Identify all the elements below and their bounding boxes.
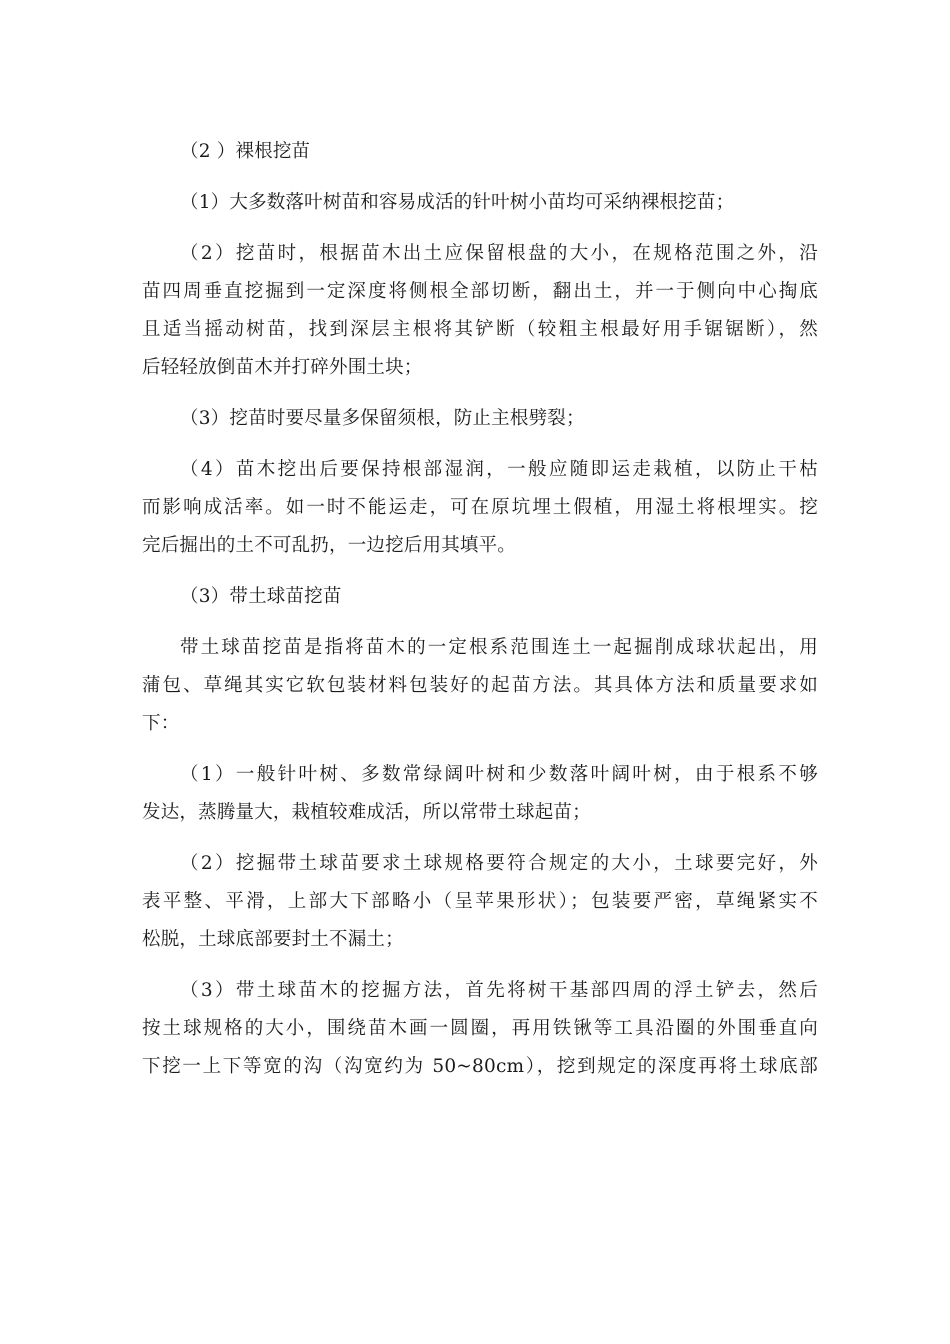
paragraph bbox=[142, 629, 818, 743]
paragraph-line: 下： bbox=[142, 713, 180, 734]
paragraph-line: （4）苗木挖出后要保持根部湿润，一般应随即运走栽植，以防止干枯 bbox=[180, 459, 818, 480]
paragraph-line: （3）带土球苗木的挖掘方法，首先将树干基部四周的浮土铲去，然后 bbox=[180, 980, 818, 1001]
paragraph-line: 苗四周垂直挖掘到一定深度将侧根全部切断，翻出土，并一于侧向中心掏底 bbox=[142, 281, 818, 302]
paragraph-line: 按土球规格的大小，围绕苗木画一圆圈，再用铁锹等工具沿圈的外围垂直向 bbox=[142, 1018, 818, 1039]
paragraph bbox=[142, 756, 818, 832]
document-body bbox=[142, 133, 818, 1099]
section-heading: （2 ）裸根挖苗 bbox=[180, 141, 311, 162]
paragraph-line: 松脱，土球底部要封土不漏土； bbox=[142, 929, 404, 950]
paragraph: （1）大多数落叶树苗和容易成活的针叶树小苗均可采纳裸根挖苗； bbox=[180, 192, 735, 213]
paragraph bbox=[142, 845, 818, 959]
paragraph: （3）挖苗时要尽量多保留须根，防止主根劈裂； bbox=[180, 408, 585, 429]
paragraph bbox=[142, 972, 818, 1086]
section-heading: （3）带土球苗挖苗 bbox=[180, 586, 342, 607]
paragraph bbox=[142, 451, 818, 565]
paragraph-line: （1）一般针叶树、多数常绿阔叶树和少数落叶阔叶树，由于根系不够 bbox=[180, 764, 818, 785]
paragraph-line: 且适当摇动树苗，找到深层主根将其铲断（较粗主根最好用手锯锯断），然 bbox=[142, 319, 818, 340]
paragraph-line: 带土球苗挖苗是指将苗木的一定根系范围连土一起掘削成球状起出，用 bbox=[180, 637, 818, 658]
paragraph-line: 发达，蒸腾量大，栽植较难成活，所以常带土球起苗； bbox=[142, 802, 591, 823]
paragraph-line: （2）挖苗时，根据苗木出土应保留根盘的大小，在规格范围之外，沿 bbox=[180, 243, 818, 264]
paragraph-line: 后轻轻放倒苗木并打碎外围土块； bbox=[142, 357, 423, 378]
paragraph-line: 蒲包、草绳其实它软包装材料包装好的起苗方法。其具体方法和质量要求如 bbox=[142, 675, 818, 696]
paragraph bbox=[142, 235, 818, 387]
paragraph-line: 下挖一上下等宽的沟（沟宽约为 50~80cm），挖到规定的深度再将土球底部 bbox=[142, 1056, 818, 1077]
paragraph-line: 而影响成活率。如一时不能运走，可在原坑埋土假植，用湿土将根埋实。挖 bbox=[142, 497, 818, 518]
paragraph-line: 完后掘出的土不可乱扔，一边挖后用其填平。 bbox=[142, 535, 517, 556]
paragraph-line: 表平整、平滑，上部大下部略小（呈苹果形状）；包装要严密，草绳紧实不 bbox=[142, 891, 818, 912]
paragraph-line: （2）挖掘带土球苗要求土球规格要符合规定的大小，土球要完好，外 bbox=[180, 853, 818, 874]
